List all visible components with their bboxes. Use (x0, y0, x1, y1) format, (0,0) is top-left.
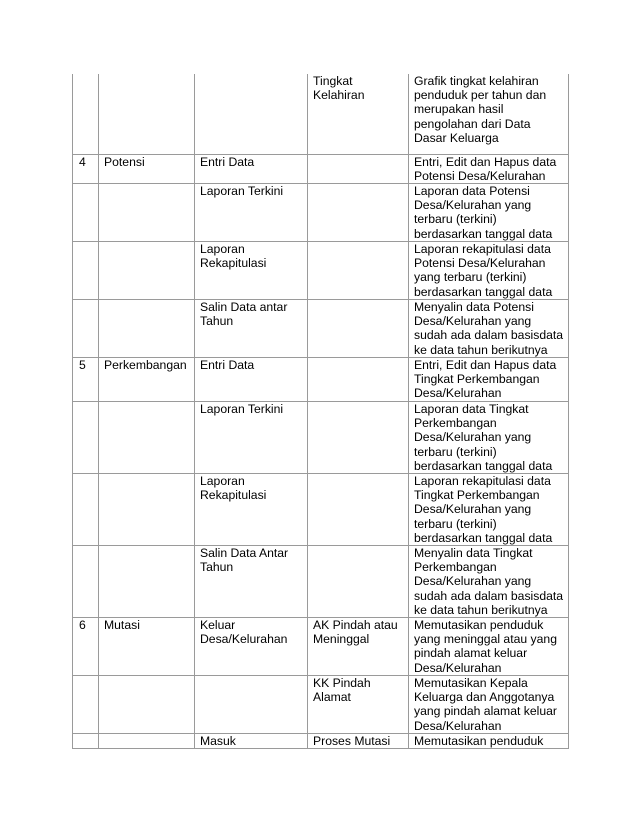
cell-module: Perkembangan (99, 357, 195, 401)
cell-description: Entri, Edit dan Hapus data Potensi Desa/Kelurahan (409, 154, 569, 183)
cell-function (308, 473, 409, 545)
cell-description: Memutasikan Kepala Keluarga dan Anggotanya yang pindah alamat keluar Desa/Kelurahan (409, 675, 569, 733)
table-row (73, 241, 569, 299)
cell-function: AK Pindah atau Meninggal (308, 617, 409, 675)
cell-no: 5 (73, 357, 99, 401)
cell-submenu: Laporan Terkini (195, 183, 308, 241)
cell-no (73, 183, 99, 241)
cell-submenu: Salin Data Antar Tahun (195, 545, 308, 617)
cell-no (73, 545, 99, 617)
cell-no: 6 (73, 617, 99, 675)
cell-description: Laporan rekapitulasi data Tingkat Perkembangan Desa/Kelurahan yang terbaru (terkini) berdasarkan tanggal data (409, 473, 569, 545)
cell-no (73, 733, 99, 748)
table-row (73, 357, 569, 401)
cell-module (99, 241, 195, 299)
table-row (73, 675, 569, 733)
cell-description: Memutasikan penduduk yang meninggal atau yang pindah alamat keluar Desa/Kelurahan (409, 617, 569, 675)
cell-module: Potensi (99, 154, 195, 183)
cell-submenu: Masuk (195, 733, 308, 748)
cell-function: Tingkat Kelahiran (308, 74, 409, 154)
cell-no (73, 675, 99, 733)
cell-description: Entri, Edit dan Hapus data Tingkat Perkembangan Desa/Kelurahan (409, 357, 569, 401)
cell-function (308, 241, 409, 299)
table-row (73, 183, 569, 241)
cell-description: Menyalin data Potensi Desa/Kelurahan yang sudah ada dalam basisdata ke data tahun berikutnya (409, 299, 569, 357)
cell-submenu: Laporan Terkini (195, 401, 308, 473)
cell-submenu: Salin Data antar Tahun (195, 299, 308, 357)
table-row (73, 74, 569, 154)
cell-module (99, 545, 195, 617)
table-row (73, 545, 569, 617)
cell-function (308, 401, 409, 473)
table-row (73, 473, 569, 545)
cell-function (308, 183, 409, 241)
cell-module (99, 733, 195, 748)
table-row (73, 401, 569, 473)
cell-submenu: Laporan Rekapitulasi (195, 241, 308, 299)
cell-function (308, 357, 409, 401)
cell-no (73, 401, 99, 473)
cell-module (99, 183, 195, 241)
cell-no (73, 74, 99, 154)
cell-description: Menyalin data Tingkat Perkembangan Desa/Kelurahan yang sudah ada dalam basisdata ke data tahun berikutnya (409, 545, 569, 617)
cell-module (99, 401, 195, 473)
cell-function (308, 299, 409, 357)
cell-description: Memutasikan penduduk (409, 733, 569, 748)
module-function-table (72, 74, 569, 749)
cell-submenu (195, 675, 308, 733)
table-row (73, 733, 569, 748)
cell-submenu: Keluar Desa/Kelurahan (195, 617, 308, 675)
cell-function (308, 545, 409, 617)
cell-no (73, 473, 99, 545)
cell-module (99, 299, 195, 357)
cell-function (308, 154, 409, 183)
cell-function: KK Pindah Alamat (308, 675, 409, 733)
cell-module (99, 675, 195, 733)
cell-module (99, 473, 195, 545)
cell-no: 4 (73, 154, 99, 183)
cell-description: Laporan rekapitulasi data Potensi Desa/Kelurahan yang terbaru (terkini) berdasarkan tanggal data (409, 241, 569, 299)
cell-function: Proses Mutasi (308, 733, 409, 748)
cell-module: Mutasi (99, 617, 195, 675)
cell-no (73, 241, 99, 299)
cell-description: Grafik tingkat kelahiran penduduk per tahun dan merupakan hasil pengolahan dari Data Dasar Keluarga (409, 74, 569, 154)
cell-submenu: Entri Data (195, 357, 308, 401)
cell-submenu: Entri Data (195, 154, 308, 183)
cell-no (73, 299, 99, 357)
cell-module (99, 74, 195, 154)
cell-description: Laporan data Tingkat Perkembangan Desa/Kelurahan yang terbaru (terkini) berdasarkan tanggal data (409, 401, 569, 473)
table-row (73, 617, 569, 675)
cell-description: Laporan data Potensi Desa/Kelurahan yang terbaru (terkini) berdasarkan tanggal data (409, 183, 569, 241)
table-row (73, 154, 569, 183)
cell-submenu: Laporan Rekapitulasi (195, 473, 308, 545)
cell-submenu (195, 74, 308, 154)
table-row (73, 299, 569, 357)
